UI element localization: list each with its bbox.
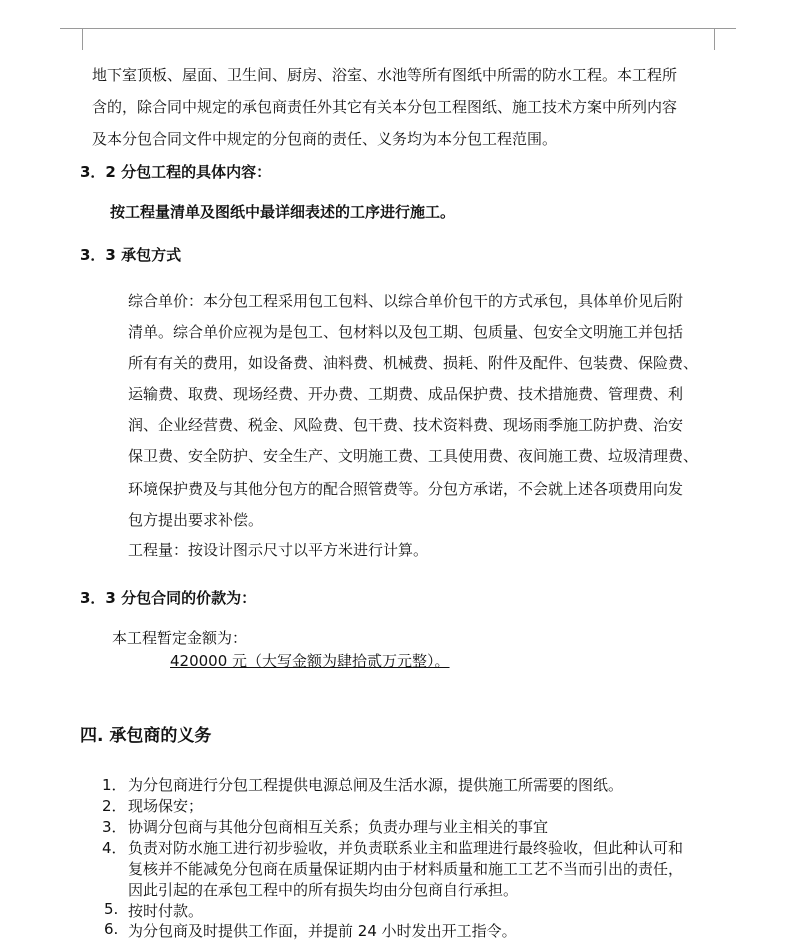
- contract-mode-line: 环境保护费及与其他分包方的配合照管费等。分包方承诺，不会就上述各项费用向发: [128, 480, 684, 498]
- list-item-text: 按时付款。: [128, 902, 204, 920]
- contract-mode-line: 运输费、取费、现场经费、开办费、工期费、成品保护费、技术措施费、管理费、利: [128, 385, 684, 403]
- contract-mode-line: 包方提出要求补偿。: [128, 511, 264, 529]
- quantity-line: 工程量：按设计图示尺寸以平方米进行计算。: [128, 541, 429, 559]
- contract-mode-line: 综合单价：本分包工程采用包工包料、以综合单价包干的方式承包，具体单价见后附: [128, 292, 684, 310]
- crop-mark-right-vertical: [714, 28, 715, 50]
- list-item-number: 2．: [102, 797, 127, 815]
- list-item-number: 3．: [102, 818, 127, 836]
- price-amount: 420000 元（大写金额为肆拾贰万元整）。: [170, 652, 450, 670]
- list-item-text: 现场保安；: [128, 797, 204, 815]
- list-item-number: 4．: [102, 839, 127, 857]
- header-rule: [83, 28, 714, 29]
- section-body-3-2: 按工程量清单及图纸中最详细表述的工序进行施工。: [110, 203, 456, 221]
- crop-mark-left-horizontal: [60, 28, 82, 29]
- contract-mode-line: 清单。综合单价应视为是包工、包材料以及包工期、包质量、包安全文明施工并包括: [128, 323, 684, 341]
- section-heading-3-2: 3．2 分包工程的具体内容：: [80, 163, 272, 181]
- list-item-text: 负责对防水施工进行初步验收，并负责联系业主和监理进行最终验收，但此种认可和: [128, 839, 684, 857]
- list-item-text: 为分包商及时提供工作面，并提前 24 小时发出开工指令。: [128, 922, 517, 940]
- crop-mark-left-vertical: [82, 28, 83, 50]
- price-label: 本工程暂定金额为：: [112, 629, 248, 647]
- contract-mode-line: 所有有关的费用，如设备费、油料费、机械费、损耗、附件及配件、包装费、保险费、: [128, 354, 699, 372]
- list-item-text: 因此引起的在承包工程中的所有损失均由分包商自行承担。: [128, 881, 519, 899]
- intro-line: 及本分包合同文件中规定的分包商的责任、义务均为本分包工程范围。: [92, 130, 558, 148]
- crop-mark-right-horizontal: [714, 28, 736, 29]
- list-item-text: 复核并不能减免分包商在质量保证期内由于材料质量和施工工艺不当而引出的责任，: [128, 860, 684, 878]
- section-heading-3-3-price: 3．3 分包合同的价款为：: [80, 589, 257, 607]
- list-item-text: 为分包商进行分包工程提供电源总闸及生活水源，提供施工所需要的图纸。: [128, 776, 624, 794]
- intro-line: 地下室顶板、屋面、卫生间、厨房、浴室、水池等所有图纸中所需的防水工程。本工程所: [92, 66, 678, 84]
- section-heading-3-3-contract-mode: 3．3 承包方式: [80, 246, 182, 264]
- list-item-number: 1．: [102, 776, 127, 794]
- list-item-number: 5.: [104, 900, 119, 918]
- list-item-text: 协调分包商与其他分包商相互关系；负责办理与业主相关的事宜: [128, 818, 549, 836]
- chapter-heading-4: 四. 承包商的义务: [80, 726, 212, 746]
- list-item-number: 6.: [104, 920, 119, 938]
- contract-mode-line: 保卫费、安全防护、安全生产、文明施工费、工具使用费、夜间施工费、垃圾清理费、: [128, 447, 699, 465]
- contract-mode-line: 润、企业经营费、税金、风险费、包干费、技术资料费、现场雨季施工防护费、治安: [128, 416, 684, 434]
- intro-line: 含的，除合同中规定的承包商责任外其它有关本分包工程图纸、施工技术方案中所列内容: [92, 98, 678, 116]
